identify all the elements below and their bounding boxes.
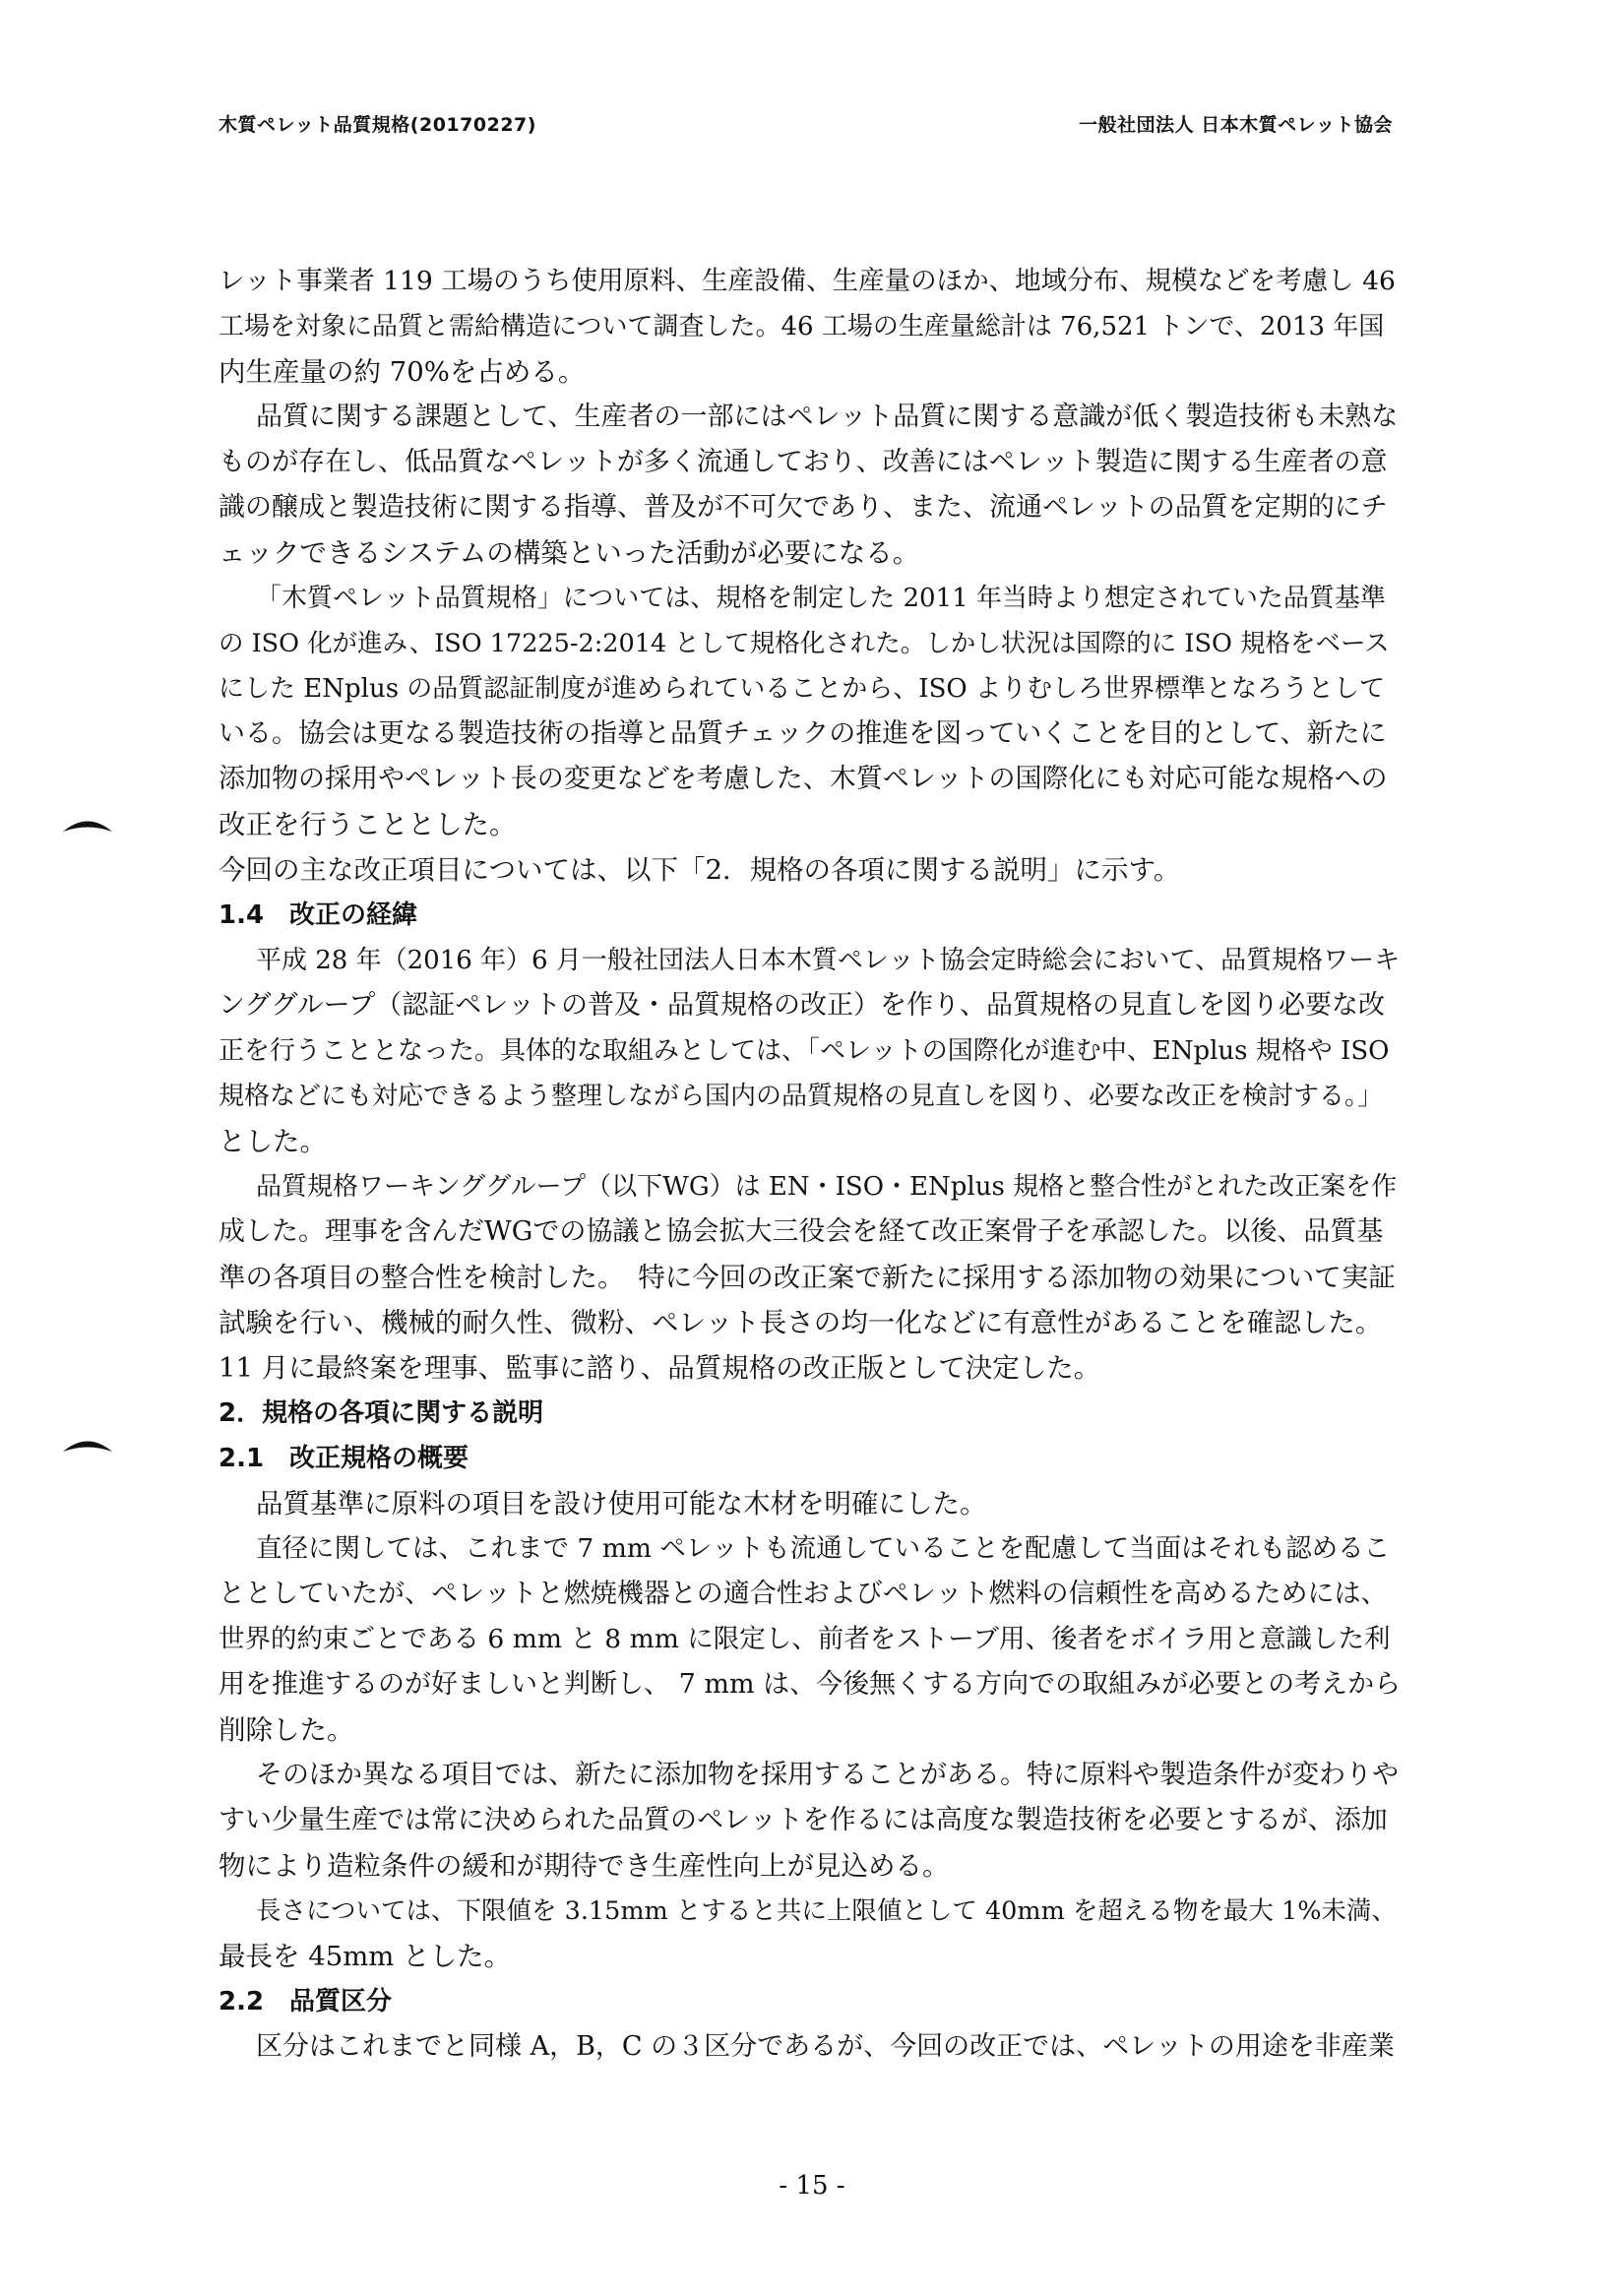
body-text-line: ものが存在し、低品質なペレットが多く流通しており、改善にはペレット製造に関する生産者の意 <box>219 447 1388 477</box>
body-text-line: 内生産量の約 70%を占める。 <box>219 356 586 388</box>
body-text-line: とした。 <box>219 1126 327 1157</box>
body-text-line: 識の醸成と製造技術に関する指導、普及が不可欠であり、また、流通ペレットの品質を定期的にチ <box>219 492 1388 523</box>
body-text-line: 添加物の採用やペレット長の変更などを考慮した、木質ペレットの国際化にも対応可能な規格への <box>219 764 1388 794</box>
body-text-line: 区分はこれまでと同様 A，B，C の３区分であるが、今回の改正では、ペレットの用途を非産業 <box>256 2031 1395 2062</box>
body-text-line: そのほか異なる項目では、新たに添加物を採用することがある。特に原料や製造条件が変わりや <box>256 1760 1399 1790</box>
body-text-line: の ISO 化が進み、ISO 17225-2:2014 として規格化された。しかし状況は国際的に ISO 規格をベース <box>219 629 1390 658</box>
running-header-title: 木質ペレット品質規格(20170227) <box>219 114 536 136</box>
body-text-line: 11 月に最終案を理事、監事に諮り、品質規格の改正版として決定した。 <box>219 1352 1101 1384</box>
body-text-line: いる。協会は更なる製造技術の指導と品質チェックの推進を図っていくことを目的として、新たに <box>219 718 1387 749</box>
body-text-line: 成した。理事を含んだWGでの協議と協会拡大三役会を経て改正案骨子を承認した。以後、品質基 <box>219 1216 1384 1247</box>
binding-punch-mark <box>61 1437 114 1453</box>
body-text-line: 改正を行うこととした。 <box>219 809 517 840</box>
body-text-line: 「木質ペレット品質規格」については、規格を制定した 2011 年当時より想定されていた品質基準 <box>256 584 1386 613</box>
body-text-line: 品質基準に原料の項目を設け使用可能な木材を明確にした。 <box>256 1488 987 1520</box>
subsection-heading: 2.2 品質区分 <box>219 1987 393 2016</box>
body-text-line: ととしていたが、ペレットと燃焼機器との適合性およびペレット燃料の信頼性を高めるためには、 <box>219 1579 1388 1609</box>
body-text-line: 正を行うこととなった。具体的な取組みとしては、「ペレットの国際化が進む中、ENplus 規格や ISO <box>219 1036 1390 1066</box>
body-text-line: ンググループ（認証ペレットの普及・品質規格の改正）を作り、品質規格の見直しを図り必要な改 <box>219 990 1386 1021</box>
body-text-line: 規格などにも対応できるよう整理しながら国内の品質規格の見直しを図り、必要な改正を検討する。」 <box>219 1082 1384 1111</box>
subsection-heading: 2.1 改正規格の概要 <box>219 1444 469 1473</box>
running-header-organization: 一般社団法人 日本木質ペレット協会 <box>1079 114 1393 136</box>
body-text-line: 品質規格ワーキンググループ（以下WG）は EN・ISO・ENplus 規格と整合性がとれた改正案を作 <box>256 1172 1398 1202</box>
body-text-line: 世界的約束ごとである 6 mm と 8 mm に限定し、前者をストーブ用、後者をボイラ用と意識した利 <box>219 1624 1391 1654</box>
body-text-line: 平成 28 年（2016 年）6 月一般社団法人日本木質ペレット協会定時総会において、品質規格ワーキ <box>256 946 1401 975</box>
body-text-line: 工場を対象に品質と需給構造について調査した。46 工場の生産量総計は 76,521 トンで、2013 年国 <box>219 312 1385 341</box>
body-text-line: 品質に関する課題として、生産者の一部にはペレット品質に関する意識が低く製造技術も未熟な <box>256 402 1399 432</box>
body-text-line: すい少量生産では常に決められた品質のペレットを作るには高度な製造技術を必要とするが、添加 <box>219 1805 1388 1835</box>
section-heading: 2．規格の各項に関する説明 <box>219 1398 544 1428</box>
body-text-line: 直径に関しては、これまで 7 mm ペレットも流通していることを配慮して当面はそれも認めるこ <box>256 1533 1391 1564</box>
body-text-line: 準の各項目の整合性を検討した。 特に今回の改正案で新たに採用する添加物の効果について実証 <box>219 1262 1396 1293</box>
binding-punch-mark <box>61 817 114 833</box>
body-text-line: ェックできるシステムの構築といった活動が必要になる。 <box>219 537 920 569</box>
body-text-line: レット事業者 119 工場のうち使用原料、生産設備、生産量のほか、地域分布、規模などを考慮し 46 <box>219 266 1396 296</box>
body-text-line: 長さについては、下限値を 3.15mm とすると共に上限値として 40mm を超える物を最大 1%未満、 <box>256 1896 1397 1926</box>
body-text-line: 今回の主な改正項目については、以下「2．規格の各項に関する説明」に示す。 <box>219 854 1181 886</box>
body-text-line: 最長を 45mm とした。 <box>219 1941 512 1972</box>
body-text-line: 削除した。 <box>219 1714 354 1746</box>
body-text-line: 用を推進するのが好ましいと判断し、 7 mm は、今後無くする方向での取組みが必要との考えから <box>219 1669 1402 1700</box>
section-heading: 1.4 改正の経緯 <box>219 900 418 930</box>
body-text-line: にした ENplus の品質認証制度が進められていることから、ISO よりむしろ世界標準となろうとして <box>219 674 1385 704</box>
body-text-line: 試験を行い、機械的耐久性、微粉、ペレット長さの均一化などに有意性があることを確認した。 <box>219 1307 1383 1338</box>
page-number: - 15 - <box>779 2171 845 2201</box>
body-text-line: 物により造粒条件の緩和が期待でき生産性向上が見込める。 <box>219 1850 950 1882</box>
